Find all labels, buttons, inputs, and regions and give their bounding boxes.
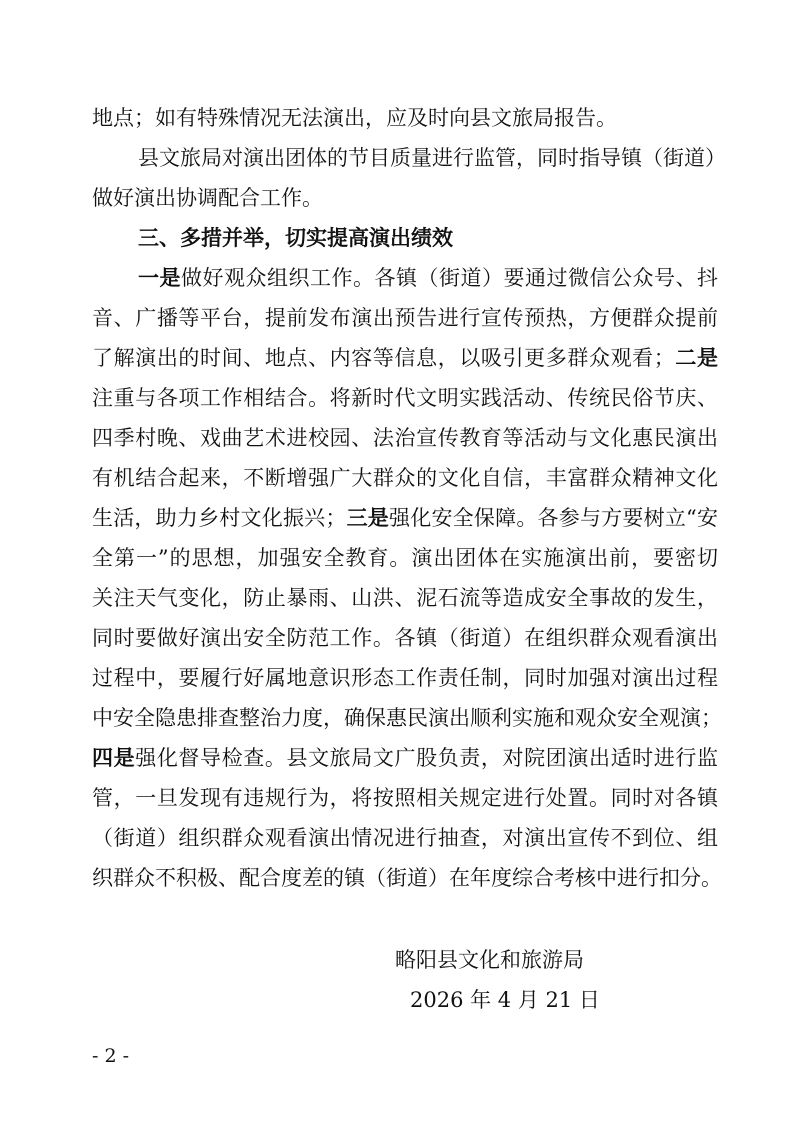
text-segment: 注重与各项工作相结合。将新时代文明实践活动、传统民俗节庆、 <box>92 386 718 410</box>
text-segment: 强化督导检查。县文旅局文广股负责，对院团演出适时进行监 <box>135 746 719 770</box>
text-line <box>92 858 722 898</box>
bold-text: 三、多措并举，切实提高演出绩效 <box>138 225 453 250</box>
text-line <box>92 578 718 618</box>
bold-text: 三是 <box>346 505 390 530</box>
text-segment: 做好演出协调配合工作。 <box>92 186 323 210</box>
text-segment: 全第一”的思想，加强安全教育。演出团体在实施演出前，要密切 <box>92 546 718 570</box>
text-segment: 关注天气变化，防止暴雨、山洪、泥石流等造成安全事故的发生， <box>92 586 718 610</box>
text-line <box>92 538 718 578</box>
text-line <box>92 698 722 738</box>
text-segment: 织群众不积极、配合度差的镇（街道）在年度综合考核中进行扣分。 <box>92 866 722 890</box>
text-line <box>92 98 718 138</box>
text-segment: 做好观众组织工作。各镇（街道）要通过微信公众号、抖 <box>181 266 718 290</box>
text-line <box>92 178 718 218</box>
signature-organization: 略阳县文化和旅游局 <box>395 948 584 972</box>
page-number: - 2 - <box>92 1045 130 1067</box>
text-line <box>92 378 718 418</box>
text-segment: 四季村晚、戏曲艺术进校园、法治宣传教育等活动与文化惠民演出 <box>92 426 718 450</box>
text-segment: 同时要做好演出安全防范工作。各镇（街道）在组织群众观看演出 <box>92 626 718 650</box>
text-segment: （街道）组织群众观看演出情况进行抽查，对演出宣传不到位、组 <box>92 826 718 850</box>
text-line <box>138 258 718 298</box>
text-segment: 生活，助力乡村文化振兴； <box>92 506 347 530</box>
text-line <box>92 618 718 658</box>
text-line <box>92 458 718 498</box>
text-line <box>92 658 718 698</box>
text-line <box>92 498 718 538</box>
text-line <box>92 738 718 778</box>
text-line <box>138 138 726 178</box>
text-line <box>92 338 718 378</box>
text-segment: 强化安全保障。各参与方要树立“安 <box>389 506 718 530</box>
bold-text: 一是 <box>138 265 181 290</box>
text-line <box>92 418 718 458</box>
text-line <box>92 778 718 818</box>
text-line <box>92 298 718 338</box>
text-segment: 中安全隐患排查整治力度，确保惠民演出顺利实施和观众安全观演； <box>92 706 722 730</box>
text-segment: 管，一旦发现有违规行为，将按照相关规定进行处置。同时对各镇 <box>92 786 718 810</box>
bold-text: 二是 <box>674 345 719 370</box>
text-segment: 有机结合起来，不断增强广大群众的文化自信，丰富群众精神文化 <box>92 466 718 490</box>
text-segment: 过程中，要履行好属地意识形态工作责任制，同时加强对演出过程 <box>92 666 718 690</box>
text-segment: 县文旅局对演出团体的节目质量进行监管，同时指导镇（街道） <box>138 146 726 170</box>
bold-text: 四是 <box>92 745 136 770</box>
signature-date: 2026 年 4 月 21 日 <box>410 988 600 1012</box>
text-line <box>92 818 718 858</box>
text-segment: 地点；如有特殊情况无法演出，应及时向县文旅局报告。 <box>92 106 617 130</box>
section-heading <box>138 218 718 258</box>
text-segment: 了解演出的时间、地点、内容等信息，以吸引更多群众观看； <box>92 346 675 370</box>
text-segment: 音、广播等平台，提前发布演出预告进行宣传预热，方便群众提前 <box>92 306 718 330</box>
